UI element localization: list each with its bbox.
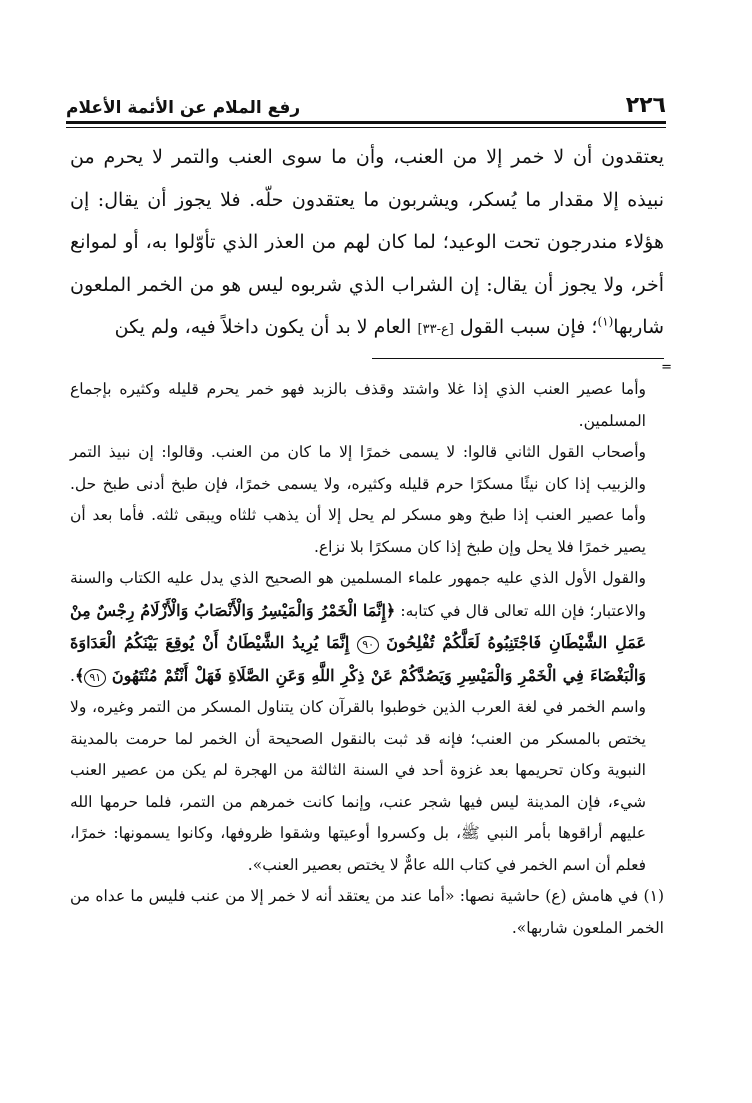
main-text [70, 136, 664, 352]
quran-verse-90: ﴿إِنَّمَا الْخَمْرُ وَالْمَيْسِرُ وَالْأَنْصَابُ وَالْأَزْلَامُ رِجْسٌ مِنْ عَمَلِ الشَّيْطَانِ فَاجْتَنِبُوهُ لَعَلَّكُمْ تُفْلِحُونَ [70, 600, 646, 652]
footnote-1-text: في هامش (ع) حاشية نصها: «أما عند من يعتقد أنه لا خمر إلا من عنب فليس ما عداه من الخمر الملعون شاربها». [70, 887, 664, 937]
page-number: ٢٢٦ [625, 93, 666, 118]
header-rule-thin [66, 127, 666, 128]
footnote-paragraph-3 [70, 563, 664, 881]
quran-verse-91: إِنَّمَا يُرِيدُ الشَّيْطَانُ أَنْ يُوقِعَ بَيْنَكُمُ الْعَدَاوَةَ وَالْبَغْضَاءَ فِي الْخَمْرِ وَالْمَيْسِرِ وَيَصُدَّكُمْ عَنْ ذِكْرِ اللَّهِ وَعَنِ الصَّلَاةِ فَهَلْ أَنْتُمْ مُنْتَهُونَ [70, 633, 646, 685]
continuation-mark: = [661, 360, 672, 375]
footnote-separator [372, 358, 664, 359]
quran-bracket-close: ﴾ [74, 665, 85, 685]
manuscript-reference: [ع-٣٣] [417, 322, 454, 337]
main-text-part-b: ؛ فإن سبب القول [459, 316, 598, 338]
main-paragraph [70, 136, 664, 352]
header-rule-thick [66, 121, 666, 124]
footnote-1 [70, 881, 664, 944]
footnotes [70, 374, 664, 944]
verse-number-90: ٩٠ [357, 636, 379, 654]
main-text-part-a: يعتقدون أن لا خمر إلا من العنب، وأن ما سوى العنب والتمر لا يحرم من نبيذه إلا مقدار ما يُسكر، ويشربون ما يعتقدون حلّه. فلا يجوز أن يقال: إن هؤلاء مندرجون تحت الوعيد؛ لما كان لهم من العذر الذي تأوّلوا به، أو لموانع أخر، ولا يجوز أن يقال: إن الشراب الذي شربوه ليس هو من الخمر الملعون شاربها [70, 146, 664, 338]
running-title: رفع الملام عن الأئمة الأعلام [66, 98, 301, 118]
page-header [66, 88, 666, 118]
footnote-p3-intro: والقول الأول الذي عليه جمهور علماء المسلمين هو الصحيح الذي يدل عليه الكتاب والسنة والاعتبار؛ فإن الله تعالى قال في كتابه: [70, 569, 646, 620]
footnote-marker: (١) [597, 314, 614, 329]
main-text-part-c: العام لا بد أن يكون داخلاً فيه، ولم يكن [114, 316, 418, 338]
footnote-p3-rest: . واسم الخمر في لغة العرب الذين خوطبوا بالقرآن كان يتناول المسكر من التمر وغيره، ولا يختص بالمسكر من العنب؛ فإنه قد ثبت بالنقول الصحيحة أن الخمر لما حرمت بالمدينة النبوية وكان تحريمها بعد غزوة أحد في السنة الثالثة من الهجرة لم يكن من عصير العنب شيء، فإن المدينة ليس فيها شجر عنب، وإنما كانت خمرهم من التمر، فلما حرمها الله عليهم أراقوها بأمر النبي ﷺ، بل وكسروا أوعيتها وشقوا ظروفها، وكانوا يسمونها: خمرًا، فعلم أن اسم الخمر في كتاب الله عامٌّ لا يختص بعصير العنب». [70, 666, 646, 874]
footnote-paragraph-1: وأما عصير العنب الذي إذا غلا واشتد وقذف بالزبد فهو خمر يحرم قليله وكثيره بإجماع المسلمين. [70, 380, 646, 430]
footnote-1-number: (١) [643, 887, 664, 905]
footnote-paragraph-2: وأصحاب القول الثاني قالوا: لا يسمى خمرًا إلا ما كان من العنب. وقالوا: إن نبيذ التمر والزبيب إذا كان نيئًا مسكرًا حرم قليله وكثيره، ولا يسمى خمرًا، فإن طبخ أدنى طبخ حل. وأما عصير العنب إذا طبخ وهو مسكر لم يحل إلا أن يذهب ثلثاه ويبقى ثلثه. فأما بعد أن يصير خمرًا فلا يحل وإن طبخ إذا كان مسكرًا بلا نزاع. [70, 443, 646, 556]
verse-number-91: ٩١ [84, 669, 106, 687]
